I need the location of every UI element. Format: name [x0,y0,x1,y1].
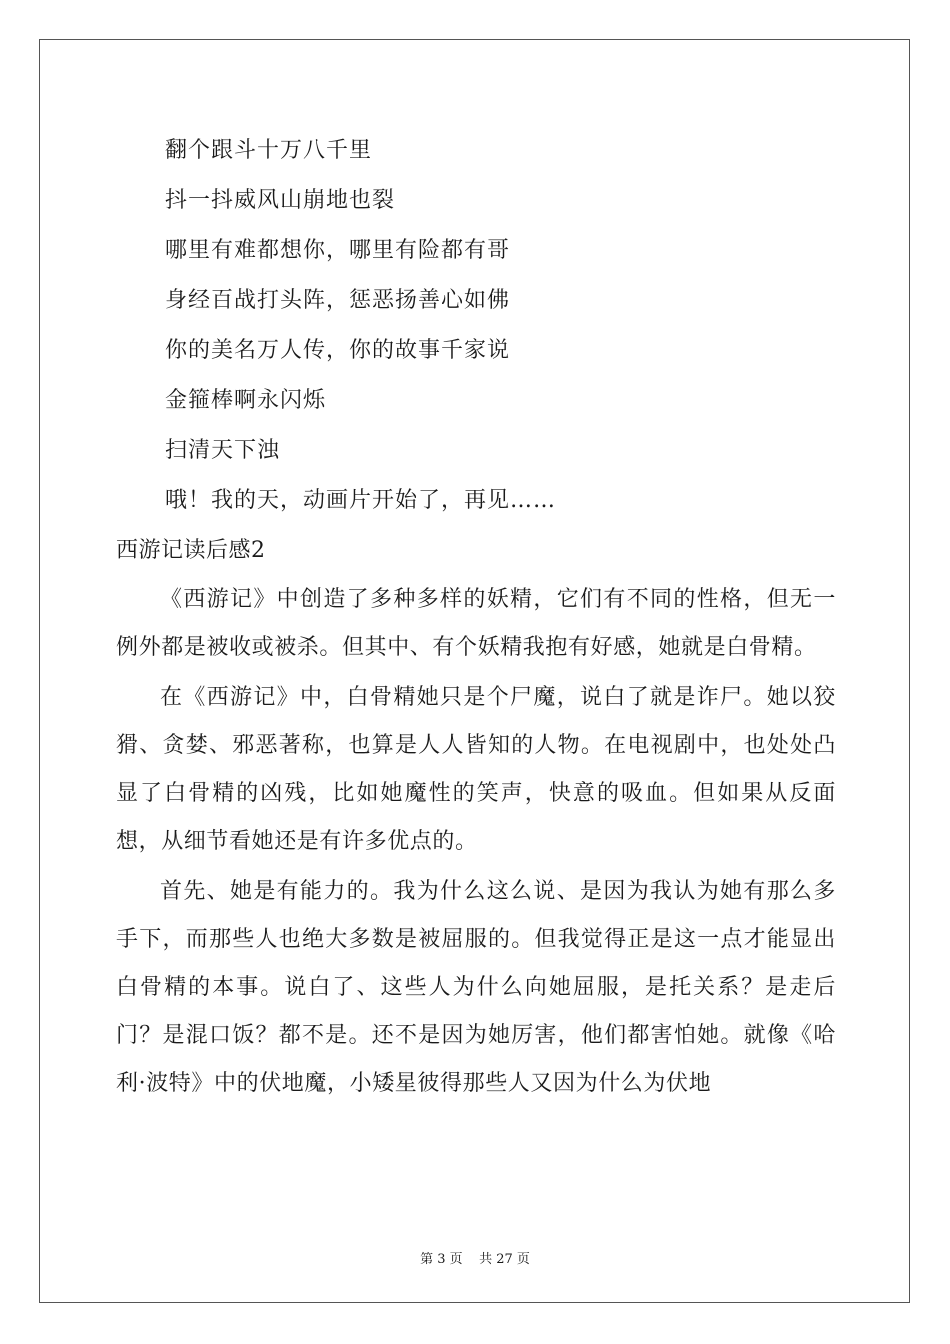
page-number-footer: 第 3 页 共 27 页 [420,1252,530,1267]
paragraph: 《西游记》中创造了多种多样的妖精，它们有不同的性格，但无一例外都是被收或被杀。但其中、有个妖精我抱有好感，她就是白骨精。 [116,587,836,660]
lyric-line: 金箍棒啊永闪烁 [165,388,327,413]
lyric-line: 哦！我的天，动画片开始了，再见…… [165,488,557,513]
lyric-line: 抖一抖威风山崩地也裂 [165,188,396,213]
paragraph: 在《西游记》中，白骨精她只是个尸魔，说白了就是诈尸。她以狡猾、贪婪、邪恶著称，也算是人人皆知的人物。在电视剧中，也处处凸显了白骨精的凶残，比如她魔性的笑声，快意的吸血。但如果从反面想，从细节看她还是有许多优点的。 [116,685,836,854]
lyric-line: 扫清天下浊 [165,438,281,463]
lyric-line: 翻个跟斗十万八千里 [165,138,373,163]
section-title: 西游记读后感2 [116,538,266,563]
document-body [116,126,836,1108]
paragraph: 首先、她是有能力的。我为什么这么说、是因为我认为她有那么多手下，而那些人也绝大多数是被屈服的。但我觉得正是这一点才能显出白骨精的本事。说白了、这些人为什么向她屈服，是托关系？是走后门？是混口饭？都不是。还不是因为她厉害，他们都害怕她。就像《哈利·波特》中的伏地魔，小矮星彼得那些人又因为什么为伏地 [116,879,836,1096]
lyric-line: 你的美名万人传，你的故事千家说 [165,338,511,363]
lyric-line: 哪里有难都想你，哪里有险都有哥 [165,238,511,263]
lyric-line: 身经百战打头阵，惩恶扬善心如佛 [165,288,511,313]
